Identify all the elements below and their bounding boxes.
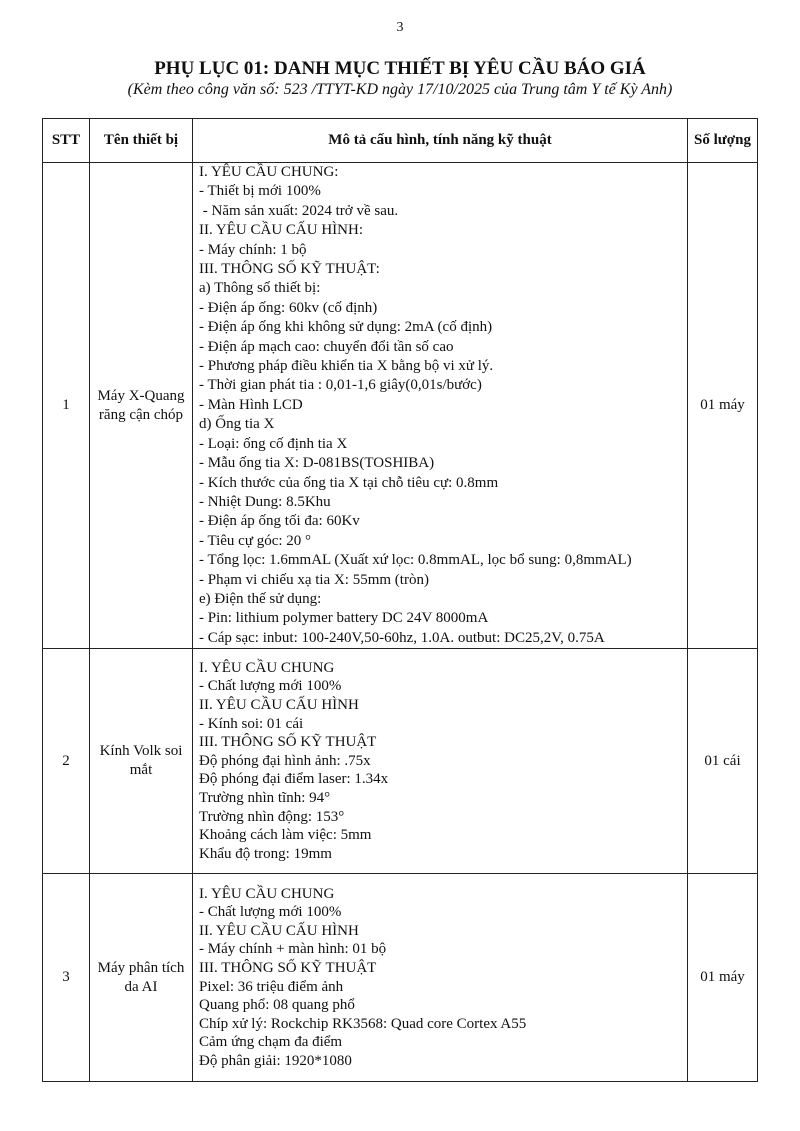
description-line: I. YÊU CẦU CHUNG [199,659,335,676]
description-line: - Pin: lithium polymer battery DC 24V 8000mA [199,610,489,627]
row-quantity: 01 cái [688,649,758,874]
row-stt: 3 [43,874,90,1082]
row-description [193,649,688,874]
description-line: II. YÊU CẦU CẤU HÌNH [199,922,359,939]
description-line: I. YÊU CẦU CHUNG: [199,164,339,180]
description-line: - Năm sản xuất: 2024 trở về sau. [199,202,399,219]
description-line: Khẩu độ trong: 19mm [199,845,332,862]
description-line: d) Ống tia X [199,416,275,433]
description-line: III. THÔNG SỐ KỸ THUẬT [199,960,377,977]
table-row [43,649,758,874]
table-row [43,874,758,1082]
description-line: - Tổng lọc: 1.6mmAL (Xuất xứ lọc: 0.8mmAL, lọc bổ sung: 0,8mmAL) [199,552,632,569]
description-line: - Điện áp ống khi không sử dụng: 2mA (cố định) [199,319,493,336]
description-line: Trường nhìn tĩnh: 94° [199,790,331,807]
document-subtitle: (Kèm theo công văn số: 523 /TTYT-KD ngày 17/10/2025 của Trung tâm Y tế Kỳ Anh) [127,81,673,98]
description-line: Cảm ứng chạm đa điểm [199,1034,343,1051]
row-description [193,163,688,649]
row-equipment-name: Máy X-Quang răng cận chóp [90,163,193,649]
description-line: - Điện áp mạch cao: chuyển đổi tần số cao [199,338,454,355]
row-stt: 1 [43,163,90,649]
document-title: PHỤ LỤC 01: DANH MỤC THIẾT BỊ YÊU CẦU BÁO GIÁ [154,58,646,79]
description-line: - Điện áp ống tối đa: 60Kv [199,513,360,530]
description-line: Độ phóng đại điểm laser: 1.34x [199,771,389,788]
description-line: - Màn Hình LCD [199,396,303,413]
description-line: - Thiết bị mới 100% [199,183,321,200]
description-line: II. YÊU CẦU CẤU HÌNH: [199,222,364,239]
description-line: Khoảng cách làm việc: 5mm [199,827,372,844]
description-line: Độ phân giải: 1920*1080 [199,1053,352,1070]
description-line: II. YÊU CẦU CẤU HÌNH [199,697,359,714]
description-line: - Phạm vi chiếu xạ tia X: 55mm (tròn) [199,571,429,588]
description-line: I. YÊU CẦU CHUNG [199,885,335,902]
row-equipment-name: Máy phân tích da AI [90,874,193,1082]
description-line: - Máy chính: 1 bộ [199,241,307,258]
table-row [43,163,758,649]
description-line: e) Điện thế sử dụng: [199,590,322,607]
header-stt: STT [43,119,90,163]
description-line: - Kích thước của ống tia X tại chỗ tiêu cự: 0.8mm [199,474,499,491]
description-line: Trường nhìn động: 153° [199,808,345,825]
row-description [193,874,688,1082]
description-line: Chíp xử lý: Rockchip RK3568: Quad core Cortex A55 [199,1015,527,1032]
description-line: - Phương pháp điều khiển tia X bằng bộ vi xử lý. [199,358,494,375]
description-line: Pixel: 36 triệu điểm ảnh [199,978,344,995]
description-line: - Loại: ống cố định tia X [199,435,348,452]
header-description: Mô tả cấu hình, tính năng kỹ thuật [193,119,688,163]
description-line: - Mẫu ống tia X: D-081BS(TOSHIBA) [199,455,435,472]
description-line: III. THÔNG SỐ KỸ THUẬT: [199,261,380,278]
row-quantity: 01 máy [688,874,758,1082]
description-line: - Tiêu cự góc: 20 ° [199,532,312,549]
description-line: a) Thông số thiết bị: [199,280,321,297]
page-number: 3 [396,20,404,35]
description-line: - Chất lượng mới 100% [199,678,342,695]
description-line: III. THÔNG SỐ KỸ THUẬT [199,734,377,751]
description-line: - Máy chính + màn hình: 01 bộ [199,941,387,958]
header-quantity: Số lượng [688,119,758,163]
description-line: - Kính soi: 01 cái [199,715,304,732]
equipment-table [42,118,758,1082]
description-line: - Chất lượng mới 100% [199,904,342,921]
description-line: Độ phóng đại hình ảnh: .75x [199,752,371,769]
header-name: Tên thiết bị [90,119,193,163]
table-header-row [43,119,758,163]
description-line: - Điện áp ống: 60kv (cố định) [199,299,378,316]
row-quantity: 01 máy [688,163,758,649]
description-line: - Nhiệt Dung: 8.5Khu [199,493,331,510]
row-stt: 2 [43,649,90,874]
row-equipment-name: Kính Volk soi mắt [90,649,193,874]
description-line: - Cáp sạc: inbut: 100-240V,50-60hz, 1.0A. outbut: DC25,2V, 0.75A [199,629,605,646]
description-line: - Thời gian phát tia : 0,01-1,6 giây(0,01s/bước) [199,377,482,394]
description-line: Quang phổ: 08 quang phổ [199,997,355,1014]
